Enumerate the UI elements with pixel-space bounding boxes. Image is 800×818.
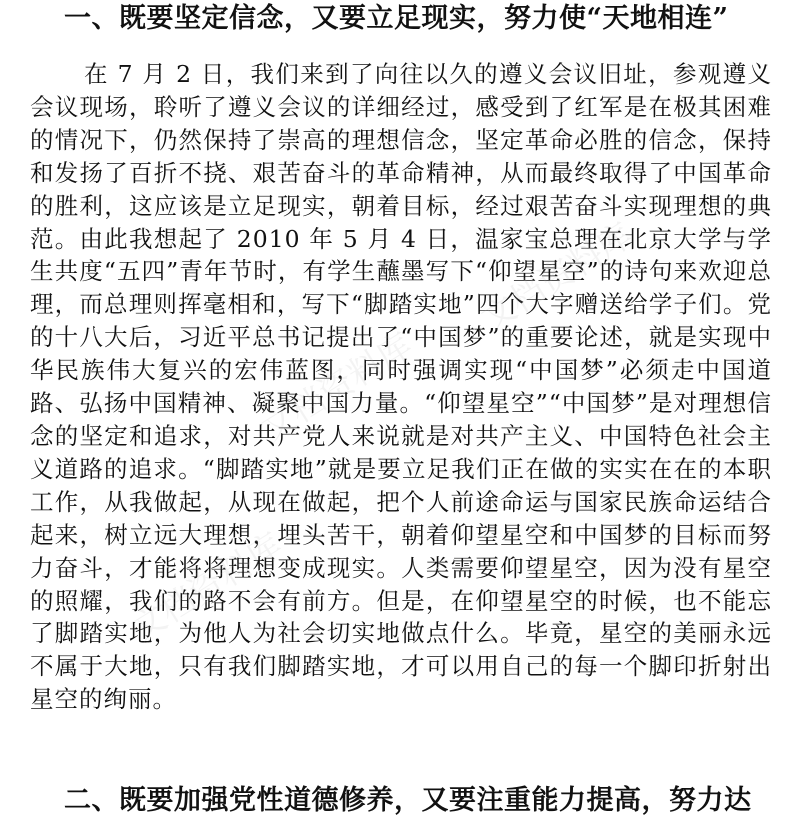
- section-heading-1: 一、既要坚定信念，又要立足现实，努力使“天地相连”: [64, 3, 729, 34]
- watermark-text: 文档资料库: [124, 525, 290, 650]
- body-paragraph: 在 7 月 2 日，我们来到了向往以久的遵义会议旧址，参观遵义会议现场，聆听了遵义会议的详细经过，感受到了红军是在极其困难的情况下，仍然保持了崇高的理想信念，坚定革命必胜的信念，保持和发扬了百折不挠、艰苦奋斗的革命精神，从而最终取得了中国革命的胜利，这应该是立足现实，朝着目标，经过艰苦奋斗实现理想的典范。由此我想起了 2010 年 5 月 4 日，温家宝总理在北京大学与学生共度“五四”青年节时，有学生蘸墨写下“仰望星空”的诗句来欢迎总理，而总理则挥毫相和，写下“脚踏实地”四个大字赠送给学子们。党的十八大后，习近平总书记提出了“中国梦”的重要论述，就是实现中华民族伟大复兴的宏伟蓝图，同时强调实现“中国梦”必须走中国道路、弘扬中国精神、凝聚中国力量。“仰望星空”“中国梦”是对理想信念的坚定和追求，对共产党人来说就是对共产主义、中国特色社会主义道路的追求。“脚踏实地”就是要立足我们正在做的实实在在的本职工作，从我做起，从现在做起，把个人前途命运与国家民族命运结合起来，树立远大理想，埋头苦干，朝着仰望星空和中国梦的目标而努力奋斗，才能将将理想变成现实。人类需要仰望星空，因为没有星空的照耀，我们的路不会有前方。但是，在仰望星空的时候，也不能忘了脚踏实地，为他人为社会切实地做点什么。毕竟，星空的美丽永远不属于大地，只有我们脚踏实地，才可以用自己的每一个脚印折射出星空的绚丽。: [30, 60, 772, 714]
- section-heading-2: 二、既要加强党性道德修养，又要注重能力提高，努力达: [64, 785, 752, 816]
- watermark-text: 文档资料库: [474, 215, 640, 340]
- watermark-text: 文档资料库: [254, 325, 420, 450]
